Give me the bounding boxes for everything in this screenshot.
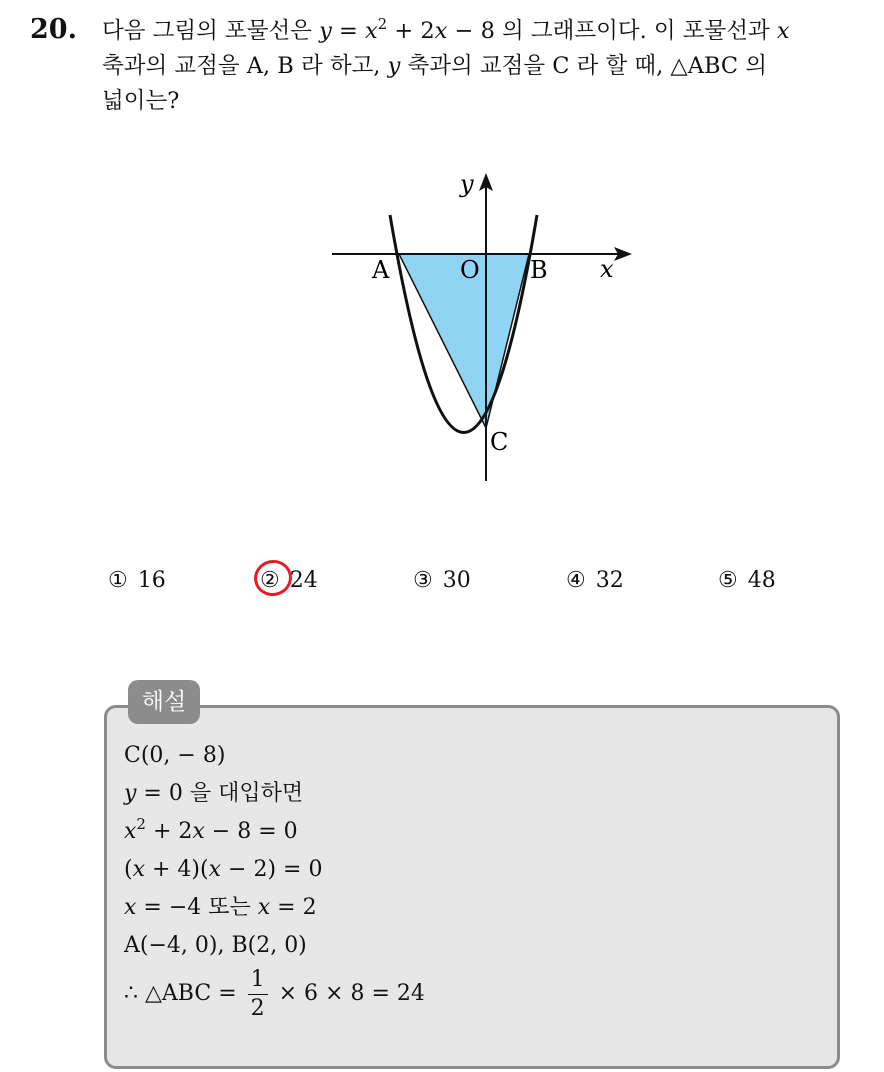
math-var: y	[319, 18, 332, 44]
solution-text-segment: + 2	[145, 819, 193, 844]
math-var: x	[192, 819, 205, 844]
choice-value: 24	[289, 568, 318, 593]
question-text-segment: 축과의 교점을 C 라 할 때, △ABC 의	[400, 53, 767, 79]
question-line-3: 넓이는?	[102, 88, 180, 114]
solution-line-6: A(−4, 0), B(2, 0)	[124, 933, 307, 958]
fraction-denominator: 2	[250, 995, 265, 1021]
solution-line-7	[124, 965, 425, 1023]
question-text-segment: + 2	[387, 18, 435, 44]
question-line-2	[102, 49, 862, 84]
label-x: x	[600, 255, 614, 283]
math-var: x	[364, 18, 378, 44]
answer-choices	[108, 568, 828, 604]
solution-text-segment: + 4)(	[145, 857, 209, 882]
question-text-segment: 다음 그림의 포물선은	[102, 18, 320, 44]
parabola-graph	[320, 165, 640, 495]
choice-value: 30	[442, 568, 471, 593]
choice-5[interactable]	[718, 568, 776, 593]
label-a: A	[372, 256, 390, 284]
math-var: x	[257, 895, 271, 920]
choice-1[interactable]	[108, 568, 166, 593]
choice-number: ②	[260, 568, 280, 593]
solution-text-segment: − 8 = 0	[204, 819, 298, 844]
question-text-segment: =	[331, 18, 365, 44]
math-var: y	[124, 781, 137, 806]
solution-text-segment: (	[124, 857, 133, 882]
exponent: 2	[136, 815, 146, 833]
question-line-1	[102, 14, 862, 49]
solution-line-1: C(0, − 8)	[124, 743, 226, 768]
choice-4[interactable]	[566, 568, 624, 593]
fraction-numerator: 1	[248, 969, 268, 995]
choice-number: ⑤	[718, 568, 738, 593]
question-text-segment: 의 그래프이다. 이 포물선과	[494, 18, 777, 44]
question-text	[102, 14, 862, 119]
label-o: O	[460, 256, 480, 284]
math-var: x	[124, 819, 137, 844]
solution-text-segment: × 6 × 8 = 24	[271, 981, 425, 1006]
label-c: C	[490, 428, 509, 456]
solution-text-segment: ∴ △ABC =	[124, 981, 244, 1006]
math-var: x	[776, 18, 790, 44]
solution-line-3	[124, 813, 425, 851]
math-var: x	[132, 857, 146, 882]
exponent: 2	[377, 15, 388, 33]
solution-line-4	[124, 851, 425, 889]
solution-line-5	[124, 889, 425, 927]
solution-tab: 해설	[128, 680, 200, 724]
choice-2[interactable]	[260, 568, 318, 593]
fraction-one-half	[248, 966, 268, 1021]
math-var: x	[124, 895, 137, 920]
choice-value: 32	[595, 568, 624, 593]
label-b: B	[530, 256, 548, 284]
solution-lines	[124, 737, 425, 1023]
selected-answer-circle	[251, 556, 296, 599]
solution-text-segment: = −4 또는	[136, 895, 258, 920]
solution-text-segment: − 2) = 0	[221, 857, 323, 882]
solution-text-segment: = 2	[270, 895, 317, 920]
question-number: 20.	[30, 14, 77, 45]
choice-number: ③	[413, 568, 433, 593]
choice-3[interactable]	[413, 568, 471, 593]
choice-value: 48	[747, 568, 776, 593]
choice-value: 16	[137, 568, 166, 593]
solution-text-segment: = 0 을 대입하면	[136, 781, 304, 806]
choice-number: ①	[108, 568, 128, 593]
math-var: y	[387, 53, 401, 79]
question-text-segment: − 8	[447, 18, 495, 44]
question-text-segment: 축과의 교점을 A, B 라 하고,	[102, 53, 388, 79]
math-var: x	[434, 18, 448, 44]
solution-line-2	[124, 775, 425, 813]
math-var: x	[208, 857, 222, 882]
choice-number: ④	[566, 568, 586, 593]
label-y: y	[460, 170, 474, 198]
